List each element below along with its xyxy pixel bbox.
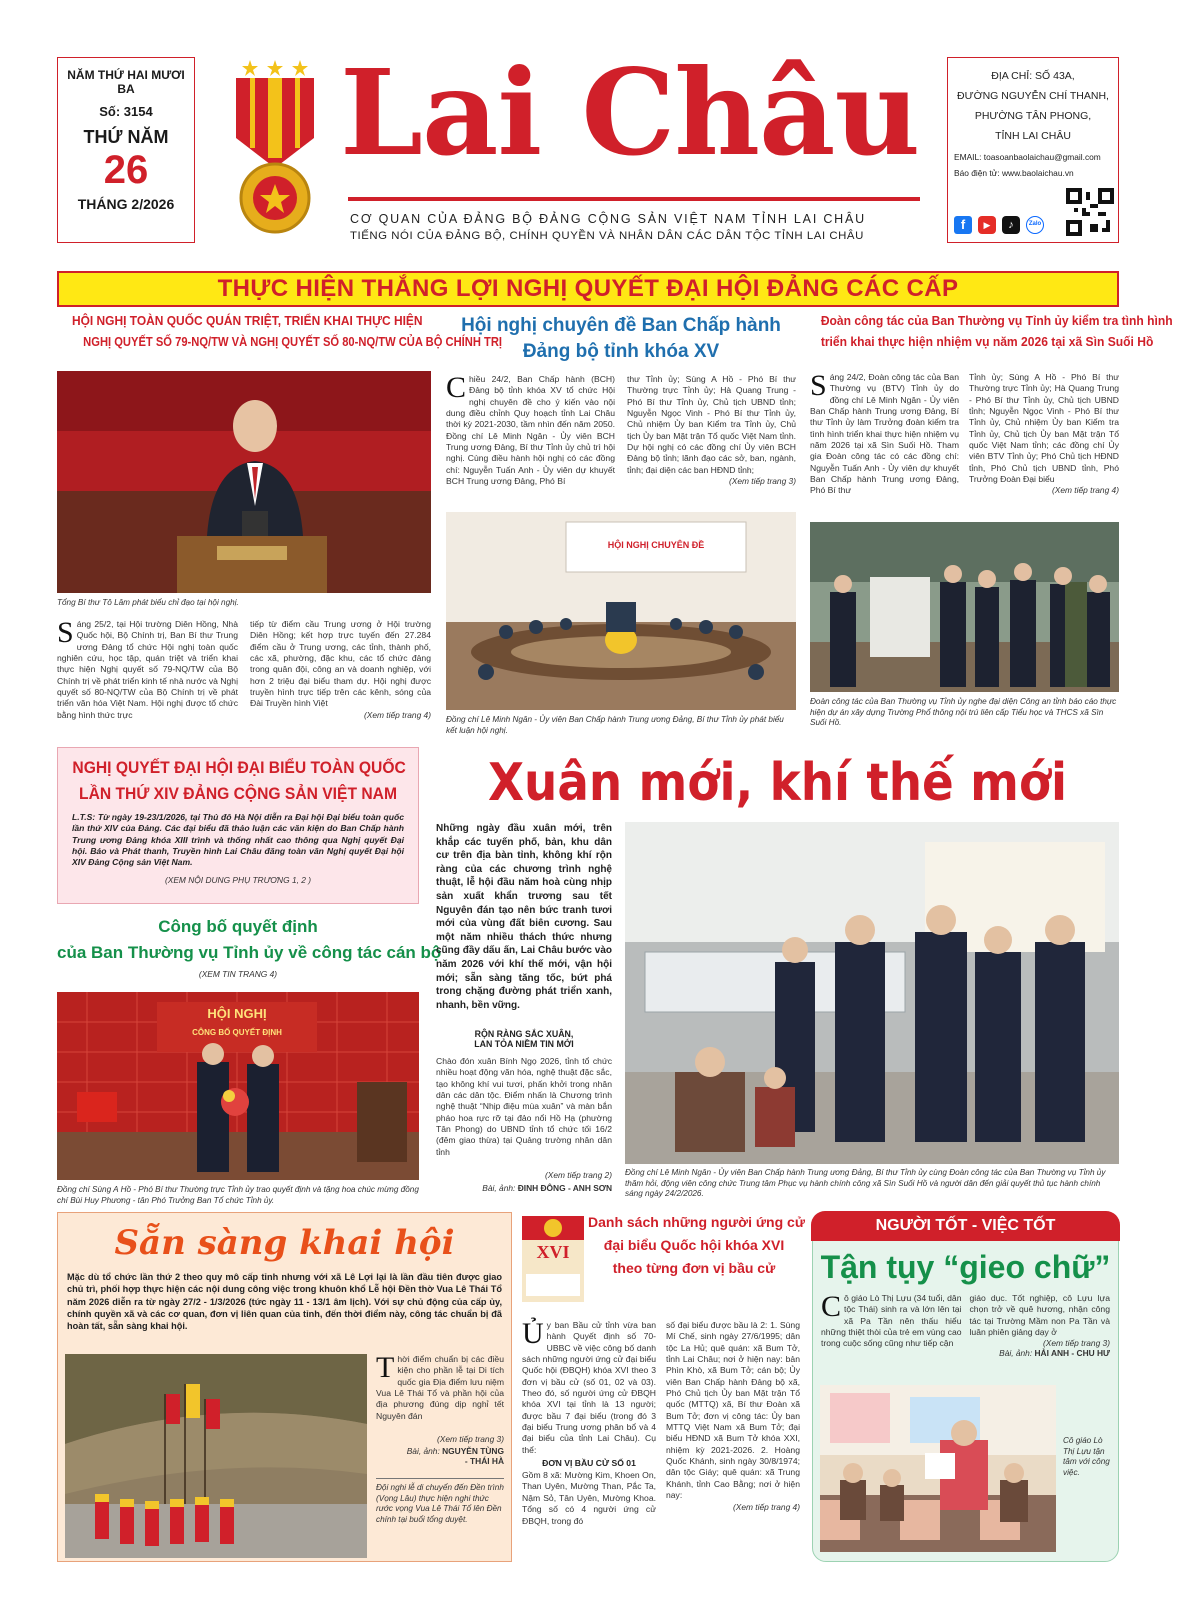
photo-caption: Đồng chí Sùng A Hồ - Phó Bí thư Thường trực Tỉnh ủy trao quyết định và tặng hoa chúc mừng đồng chí Bùi Huy Phương - tân Phó Trưởng Ban Tổ chức Tỉnh ủy.: [57, 1185, 419, 1205]
article-party-committee[interactable]: [446, 315, 796, 363]
body-col: tiếp từ điểm cầu Trung ương ở Hội trường Diên Hồng; kết hợp trực tuyến đến 27.284 điểm cầu ở Trung ương, các tỉnh, thành phố, các xã, phường, đặc khu, các tổ chức đảng trong quân đội, công an và doanh nghiệp, với hơn 2 triệu đại biểu tham dự. Hội nghị được truyền hình trực tiếp trên các kênh, sóng của Đài Truyền hình Việt: [250, 619, 431, 709]
headline-line: Đảng bộ tỉnh khóa XV: [522, 341, 720, 362]
dropcap: S: [810, 369, 827, 402]
headline-line: HỘI NGHỊ TOÀN QUỐC QUÁN TRIỆT, TRIỂN KHAI THỰC HIỆN: [71, 313, 423, 328]
body-col: số đại biểu được bầu là 2: 1. Sùng Mí Chế, sinh ngày 27/6/1995; dân tộc La Hủ; quê quán: xã Bum Tở, tỉnh Lai Châu; nơi ở hiện nay: bản Phìn Khò, xã Bum Tở; cán bộ; Ủy viên Ban Chấp hành Đảng bộ xã, Phó Chủ tịch Ủy ban Mặt trận Tổ quốc (MTTQ) xã, Bí thư Đoàn xã Bum Tở; đơn vị công tác: Ủy ban MTTQ Việt Nam xã Bum Tở; đại biểu HĐND xã Bum Tở khóa XXI, nhiệm kỳ 2021-2026. 2. Hoàng Quốc Khánh, sinh ngày 30/8/1974; dân tộc Giáy; quê quán: xã Trung Khánh, tỉnh Cao Bằng; nơi ở hiện nay:: [666, 1320, 800, 1501]
title-rule: [348, 197, 920, 201]
subhead-line: LAN TỎA NIỀM TIN MỚI: [474, 1039, 574, 1049]
headline-line: Đoàn công tác của Ban Thường vụ Tỉnh ủy kiểm tra tình hình: [820, 313, 1173, 328]
body-col: hời điểm chuẩn bị các điều kiện cho phần lễ tại Di tích quốc gia Địa điểm lưu niệm Vua Lê Thái Tổ và phần hội của địa phương đúng dịp nghỉ tết Nguyên đán: [376, 1354, 504, 1421]
year-label: NĂM THỨ HAI MƯƠI BA: [67, 68, 185, 96]
photo-conference-hall: [446, 512, 796, 710]
byline: [376, 1446, 504, 1456]
youtube-icon[interactable]: ▶: [978, 216, 996, 234]
lead-story-lead: Những ngày đầu xuân mới, trên khắp các tuyến phố, bản, khu dân cư trên địa bàn tỉnh, không khí rộn ràng của các chương trình nghệ thuật, lễ hội đầu năm hoà cùng nhịp sản xuất khẩn trương sau tết Nguyên đán tạo nên bức tranh tươi mới của vùng đất biên cương. Sau một năm nhiều thách thức nhưng cũng đầy dấu ấn, Lai Châu bước vào năm 2026 với khí thế mới, vận hội mới; sẵn sàng tăng tốc, bứt phá trong chặng đường phát triển xanh, nhanh, bền vững.: [436, 823, 612, 1011]
address-line: ĐỊA CHỈ: SỐ 43A,: [991, 70, 1075, 82]
article-inspection-team[interactable]: [810, 313, 1173, 349]
subhead-line: RỘN RÀNG SẮC XUÂN,: [474, 1029, 574, 1039]
continued-link[interactable]: (Xem tiếp trang 3): [728, 476, 796, 487]
article-cadre-decision[interactable]: [57, 917, 442, 979]
body-col: y ban Bầu cử tỉnh vừa ban hành Quyết định số 70-UBBC về việc công bố danh sách những người ứng cử đại biểu Quốc hội (ĐBQH) khóa XVI theo 3 đơn vị bầu cử (số 01, 02 và 03). Theo đó, số người ứng cử ĐBQH khóa XVI tại tỉnh là 13 người; được bầu 7 đại biểu (trong đó 3 đại biểu Trung ương phân bổ và 4 đại biểu của tỉnh Lai Châu). Cụ thể:: [522, 1320, 656, 1455]
body-col: áng 24/2, Đoàn công tác của Ban Thường vụ (BTV) Tỉnh ủy do đồng chí Lê Minh Ngân - Ủy viên Ban Chấp hành Trung ương Đảng, Bí thư Tỉnh ủy làm Trưởng đoàn kiểm tra tình hình triển khai thực hiện nhiệm vụ năm 2026 tại xã Sìn Suối Hồ. Tham gia Đoàn công tác có các đồng chí: Nguyễn Tuấn Anh - Ủy viên dự khuyết Ban Chấp hành Trung ương Đảng, Phó Bí thư: [810, 372, 959, 496]
byline-author: HẢI ANH - CHU HƯ: [1034, 1348, 1110, 1359]
headline-line: đại biểu Quốc hội khóa XVI: [603, 1237, 785, 1253]
dropcap: Ủ: [522, 1317, 544, 1350]
photo-site-inspection: [810, 522, 1119, 692]
photo-caption: Tổng Bí thư Tô Lâm phát biểu chỉ đạo tại hội nghị.: [57, 598, 239, 607]
article-body: [57, 616, 431, 721]
tagline-2: TIẾNG NÓI CỦA ĐẢNG BỘ, CHÍNH QUYỀN VÀ NHÂN DÂN CÁC DÂN TỘC TỈNH LAI CHÂU: [350, 230, 864, 242]
continued-link[interactable]: (Xem tiếp trang 4): [732, 1501, 800, 1512]
byline-label: Bài, ảnh:: [406, 1446, 440, 1457]
star-icon: [242, 60, 308, 76]
conference-sign-text: HỘI NGHỊ CHUYÊN ĐỀ: [607, 540, 705, 550]
continued-link[interactable]: (XEM NỘI DUNG PHỤ TRƯƠNG 1, 2 ): [164, 874, 312, 885]
ceremony-sign-title: HỘI NGHỊ: [207, 1006, 267, 1021]
article-candidates[interactable]: [522, 1212, 805, 1562]
byline-author: ĐINH ĐÔNG - ANH SƠN: [517, 1183, 612, 1193]
lead-story-subhead: [436, 1029, 612, 1049]
photo-teacher-classroom: [820, 1385, 1056, 1552]
month: THÁNG 2/2026: [77, 196, 175, 212]
continued-link[interactable]: (Xem tiếp trang 4): [1051, 485, 1119, 496]
contact-box: [947, 57, 1119, 243]
continued-link[interactable]: (Xem tiếp trang 4): [363, 709, 431, 720]
feature-headline: Sẵn sàng khai hội: [114, 1223, 455, 1263]
photo-caption: Đội nghi lễ di chuyển đến Đền trình (Vọng Lâu) thực hiện nghi thức rước vọng Vua Lê Thái Tổ lên Đền chính tại buổi tổng duyệt.: [376, 1483, 504, 1525]
byline-author: NGUYỄN TÙNG: [442, 1446, 504, 1457]
headline-line: của Ban Thường vụ Tỉnh ủy về công tác cán bộ: [57, 943, 442, 962]
ceremony-sign-subtitle: CÔNG BỐ QUYẾT ĐỊNH: [192, 1028, 282, 1037]
address-line: PHƯỜNG TÂN PHONG,: [974, 110, 1092, 122]
photo-caption: Đồng chí Lê Minh Ngân - Ủy viên Ban Chấp hành Trung ương Đảng, Bí thư Tỉnh ủy phát biểu kết luận hội nghị.: [446, 715, 784, 735]
article-resolution-conference[interactable]: [57, 313, 503, 349]
lead-story-body: Chào đón xuân Bính Ngọ 2026, tỉnh tổ chức nhiều hoạt động văn hóa, nghệ thuật đặc sắc, tạo không khí vui tươi, phấn khởi trong nhân dân các dân tộc. Điểm nhấn là Chương trình nghệ thuật “Nhịp điệu mùa xuân” và màn bắn pháo hoa rực rỡ tại đảo nổi Hồ Hạ (phường Tân Phong) do UBND tỉnh tổ chức tối 16/2 (đêm giao thừa) tại Quảng trường nhân dân tỉnh: [436, 1056, 612, 1157]
website[interactable]: Báo điện tử: www.baolaichau.vn: [954, 168, 1074, 178]
headline-line: theo từng đơn vị bầu cử: [612, 1260, 776, 1276]
weekday: THỨ NĂM: [83, 127, 169, 147]
photo-caption: Đồng chí Lê Minh Ngân - Ủy viên Ban Chấp hành Trung ương Đảng, Bí thư Tỉnh ủy cùng Đoàn công tác của Ban Thường vụ Tỉnh ủy thăm hỏi, động viên công chức Trung tâm Phục vụ hành chính công xã Sìn Suối Hồ và người dân đến giải quyết thủ tục hành chính sáng ngày 24/2/2026.: [625, 1168, 1106, 1199]
resolution-notice-box[interactable]: [57, 747, 419, 904]
body-col: thư Tỉnh ủy; Sùng A Hồ - Phó Bí thư Thường trực Tỉnh ủy; Hà Quang Trung - Phó Bí thư Tỉnh ủy, Chủ tịch UBND tỉnh; Nguyễn Ngọc Vinh - Phó Bí thư Tỉnh ủy, Chủ nhiệm Ủy ban Kiểm tra Tỉnh ủy, Chủ tịch Ủy ban Mặt trận Tổ quốc Việt Nam tỉnh. Dự hội nghị có các đồng chí Ủy viên BCH Đảng bộ tỉnh; lãnh đạo các sở, ban, ngành, tỉnh; đại diện các ban HĐND tỉnh;: [627, 374, 796, 475]
day: 26: [103, 148, 149, 192]
byline-author: - THÁI HÀ: [464, 1456, 504, 1467]
tiktok-icon[interactable]: ♪: [1002, 216, 1020, 234]
facebook-icon[interactable]: f: [954, 216, 972, 234]
continued-link[interactable]: (XEM TIN TRANG 4): [198, 969, 278, 979]
continued-link[interactable]: (Xem tiếp trang 2): [544, 1170, 612, 1180]
photo-festival-procession: [65, 1354, 367, 1558]
article-body: [810, 369, 1119, 497]
photo-public-service-center: [625, 822, 1119, 1164]
address-line: ĐƯỜNG NGUYỄN CHÍ THANH,: [957, 90, 1109, 102]
headline-line: LẦN THỨ XIV ĐẢNG CỘNG SẢN VIỆT NAM: [79, 784, 397, 803]
qr-code-icon[interactable]: [1066, 188, 1114, 236]
body-col: giáo dục. Tốt nghiệp, cô Lựu lựa chọn trở về quê hương, nhận công tác tại Trường Mầm non Pa Tần và luân phiên giảng dạy ở: [969, 1293, 1110, 1338]
tagline-1: CƠ QUAN CỦA ĐẢNG BỘ ĐẢNG CỘNG SẢN VIỆT NAM TỈNH LAI CHÂU: [350, 212, 866, 226]
byline-label: Bài, ảnh:: [482, 1183, 516, 1193]
dropcap: C: [821, 1290, 842, 1323]
photo-caption: Cô giáo Lò Thị Lựu tận tâm với công việc.: [1063, 1436, 1110, 1477]
dropcap: C: [446, 371, 467, 404]
headline-line: Hội nghị chuyên đề Ban Chấp hành: [461, 315, 781, 336]
lead-story-headline[interactable]: Xuân mới, khí thế mới: [487, 753, 1068, 813]
constituency-title: ĐƠN VỊ BẦU CỬ SỐ 01: [542, 1458, 636, 1469]
section-banner: [57, 271, 1119, 307]
email[interactable]: EMAIL: toasoanbaolaichau@gmail.com: [954, 152, 1101, 162]
banner-text: THỰC HIỆN THẮNG LỢI NGHỊ QUYẾT ĐẠI HỘI ĐẢNG CÁC CẤP: [217, 275, 959, 302]
headline-line: NGHỊ QUYẾT ĐẠI HỘI ĐẠI BIỂU TOÀN QUỐC: [72, 758, 406, 777]
photo-general-secretary-speech: [57, 371, 431, 593]
editor-note: L.T.S: Từ ngày 19-23/1/2026, tại Thủ đô Hà Nội diễn ra Đại hội Đại biểu toàn quốc lần thứ XIV của Đảng. Các đại biểu đã thảo luận các văn kiện do Ban Chấp hành Trung ương Đảng khóa XIII trình và thống nhất cao thông qua Nghị quyết Đại hội. Báo và Phát thanh, Truyền hình Lai Châu đăng toàn văn Nghị quyết Đại hội XIV Đảng Cộng sản Việt Nam.: [72, 812, 404, 868]
address-line: TỈNH LAI CHÂU: [995, 130, 1071, 142]
byline-label: Bài, ảnh:: [999, 1348, 1033, 1359]
dropcap: S: [57, 616, 74, 649]
feature-body: [376, 1351, 504, 1526]
poster-label: XVI: [536, 1242, 570, 1262]
zalo-icon[interactable]: Zalo: [1026, 216, 1044, 234]
continued-link[interactable]: (Xem tiếp trang 3): [1042, 1338, 1110, 1349]
headline-line: Danh sách những người ứng cử: [588, 1214, 805, 1230]
body-col: ô giáo Lò Thị Lựu (34 tuổi, dân tộc Thái) sinh ra và lớn lên tại xã Pa Tần nên thấu hiểu những thiệt thòi của trẻ em vùng cao trong cuộc sống cũng như tiếp cận: [821, 1293, 962, 1349]
continued-link[interactable]: (Xem tiếp trang 3): [436, 1434, 504, 1445]
section-label: NGƯỜI TỐT - VIỆC TỐT: [811, 1211, 1120, 1241]
headline-line: Công bố quyết định: [158, 917, 318, 936]
feature-lead: Mặc dù tổ chức lần thứ 2 theo quy mô cấp tỉnh nhưng với xã Lê Lợi lại là lần đầu tiên được giao chủ trì, phối hợp thực hiện các nội dung công việc trong khuôn khổ Lễ hội Đền thờ Vua Lê Thái Tổ năm 2026 diễn ra từ ngày 27/2 - 1/3/2026 (tức ngày 11 - 13/1 âm lịch). Với sự chủ động của cấp ủy, chính quyền xã và các cơ quan, đơn vị liên quan của tỉnh, đến thời điểm này, công tác chuẩn bị đã hoàn tất, sẵn sàng khai hội.: [67, 1272, 502, 1332]
issue-info-box: [57, 57, 195, 243]
photo-decision-ceremony: [57, 992, 419, 1180]
dropcap: T: [376, 1351, 395, 1384]
byline: [970, 1348, 1111, 1358]
photo-caption: Đoàn công tác của Ban Thường vụ Tỉnh ủy nghe đại diện Công an tỉnh báo cáo thực hiện dự án xây dựng Trường Phổ thông nội trú liên cấp Tiểu học và THCS xã Sìn Suối Hồ.: [810, 697, 1117, 728]
feature-headline: Tận tụy “gieo chữ”: [820, 1249, 1111, 1285]
headline-line: triển khai thực hiện nhiệm vụ năm 2026 tại xã Sìn Suối Hồ: [820, 334, 1154, 349]
body-col: Tỉnh ủy; Sùng A Hồ - Phó Bí thư Thường trực Tỉnh ủy; Hà Quang Trung - Phó Bí thư Tỉnh ủy, Chủ tịch UBND tỉnh; Nguyễn Ngọc Vinh - Phó Bí thư Tỉnh ủy, Chủ nhiệm Ủy ban Kiểm tra Tỉnh ủy, Chủ tịch Ủy ban Mặt trận Tổ quốc Việt Nam tỉnh; các đồng chí Ủy viên BTV Tỉnh ủy; Phó Chủ tịch HĐND tỉnh, Phó Chủ tịch UBND tỉnh, Phó Trưởng Đoàn Đại biểu: [969, 372, 1119, 485]
article-body: [446, 371, 796, 487]
issue-number: Số: 3154: [99, 104, 153, 119]
headline-line: NGHỊ QUYẾT SỐ 79-NQ/TW VÀ NGHỊ QUYẾT SỐ 80-NQ/TW CỦA BỘ CHÍNH TRỊ: [83, 334, 503, 349]
newspaper-title: Lai Châu: [340, 43, 920, 182]
body-col: hiều 24/2, Ban Chấp hành (BCH) Đảng bộ tỉnh khóa XV tổ chức Hội nghị chuyên đề cho ý kiến vào nội dung điều chỉnh Quy hoạch tỉnh Lai Châu thời kỳ 2021-2030, tầm nhìn đến năm 2050. Đồng chí Lê Minh Ngân - Ủy viên BCH Trung ương Đảng, Bí thư Tỉnh ủy chủ trì hội nghị. Cùng điều hành hội nghị có các đồng chí: Nguyễn Tuấn Anh - Ủy viên dự khuyết BCH Trung ương Đảng, Phó Bí: [446, 374, 615, 487]
body-col: áng 25/2, tại Hội trường Diên Hồng, Nhà Quốc hội, Bộ Chính trị, Ban Bí thư Trung ương Đảng tổ chức Hội nghị toàn quốc nghiên cứu, học tập, quán triệt và triển khai thực hiện Nghị quyết số 79-NQ/TW của Bộ Chính trị về phát triển kinh tế nhà nước và Nghị quyết số 80-NQ/TW của Bộ Chính trị về phát triển văn hóa Việt Nam. Hội nghị được tổ chức bằng hình thức trực: [57, 619, 238, 720]
medal-emblem: [230, 56, 320, 238]
body-col: Gồm 8 xã: Mường Kim, Khoen On, Than Uyên, Mường Than, Pắc Ta, Nậm Sỏ, Tân Uyên, Mường Khoa. Tổng số có 4 người ứng cử ĐBQH, trong đó: [522, 1470, 656, 1526]
byline: [436, 1183, 612, 1193]
